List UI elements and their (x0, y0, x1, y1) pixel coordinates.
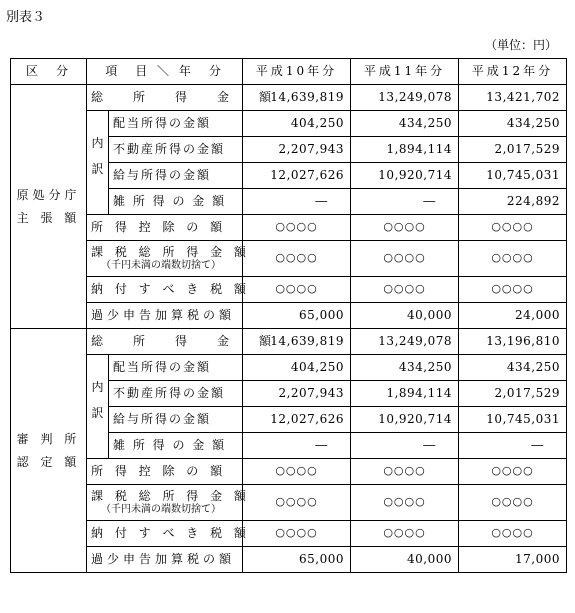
value-cell: ○○○○ (351, 485, 459, 521)
value-cell: 12,027,626 (243, 163, 351, 189)
value-cell: ○○○○ (243, 459, 351, 485)
value-cell: ○○○○ (459, 241, 567, 277)
header-year-h12: 平成12年分 (459, 59, 567, 85)
value-cell: 10,920,714 (351, 163, 459, 189)
row-label (109, 381, 243, 407)
row-label (87, 459, 243, 485)
row-label (87, 485, 250, 521)
row-label (109, 137, 243, 163)
value-cell: ○○○○ (459, 521, 567, 547)
page-label: 別表３ (6, 10, 46, 25)
row-label-text: 不動産所得の金額 (113, 141, 226, 156)
uchiwake-cell (87, 189, 109, 215)
table-row (11, 303, 567, 329)
row-label (87, 277, 250, 303)
table-row (11, 407, 567, 433)
table-row (11, 459, 567, 485)
value-cell: ○○○○ (243, 277, 351, 303)
value-cell: 434,250 (351, 355, 459, 381)
uchiwake-cell (87, 433, 109, 459)
value-cell: 1,894,114 (351, 381, 459, 407)
row-label-text: 課 税 総 所 得 金 額 (91, 489, 250, 504)
uchiwake-cell: 訳 (87, 407, 109, 433)
uchiwake-cell: 内 (87, 137, 109, 163)
value-cell: ○○○○ (459, 215, 567, 241)
value-cell: ○○○○ (351, 215, 459, 241)
row-label-text: 配当所得の金額 (113, 359, 212, 374)
row-label-text: 納 付 す べ き 税 額 (91, 525, 250, 540)
value-cell: ○○○○ (243, 485, 351, 521)
table-row (11, 521, 567, 547)
row-label (87, 215, 243, 241)
row-label-text: 所 得 控 除 の 額 (91, 463, 227, 478)
value-cell: 2,207,943 (243, 381, 351, 407)
value-cell: 24,000 (459, 303, 567, 329)
value-cell: ○○○○ (351, 459, 459, 485)
value-cell: ○○○○ (459, 459, 567, 485)
row-label-text: 雑 所 得 の 金 額 (113, 193, 227, 208)
value-cell: ― (459, 433, 567, 459)
row-label (109, 407, 243, 433)
value-cell: 2,207,943 (243, 137, 351, 163)
value-cell: 1,894,114 (351, 137, 459, 163)
value-cell: ○○○○ (459, 485, 567, 521)
row-label-text: 総 所 得 金 額 (91, 333, 281, 348)
table-row (11, 215, 567, 241)
row-label (109, 111, 243, 137)
row-label (109, 355, 243, 381)
row-label (109, 163, 243, 189)
uchiwake-cell (87, 111, 109, 137)
row-label-text: 配当所得の金額 (113, 115, 212, 130)
row-label (87, 329, 281, 355)
table-row (11, 485, 567, 521)
row-label-text: 所 得 控 除 の 額 (91, 219, 227, 234)
value-cell: ― (243, 189, 351, 215)
header-kubun: 区 分 (11, 59, 87, 85)
value-cell: 65,000 (243, 547, 351, 573)
value-cell: ― (243, 433, 351, 459)
header-row (11, 59, 567, 85)
value-cell: 13,249,078 (351, 85, 459, 111)
header-year-h10: 平成10年分 (243, 59, 351, 85)
table-row (11, 277, 567, 303)
table-row (11, 189, 567, 215)
value-cell: 10,745,031 (459, 407, 567, 433)
value-cell: ○○○○ (243, 521, 351, 547)
value-cell: 404,250 (243, 111, 351, 137)
table-row (11, 111, 567, 137)
value-cell: 17,000 (459, 547, 567, 573)
row-label-text: 過少申告加算税の額 (91, 551, 236, 566)
value-cell: 14,639,819 (243, 85, 351, 111)
value-cell: ― (351, 433, 459, 459)
table-row (11, 433, 567, 459)
row-label-text: 給与所得の金額 (113, 411, 212, 426)
value-cell: 65,000 (243, 303, 351, 329)
row-label-text: 総 所 得 金 額 (91, 89, 281, 104)
row-label (87, 303, 243, 329)
group-label-line: 主 張 額 (16, 210, 81, 225)
table-row (11, 381, 567, 407)
row-label-note: （千円未満の端数切捨て） (101, 503, 221, 515)
value-cell: ― (351, 189, 459, 215)
row-label (87, 85, 281, 111)
row-label (109, 433, 243, 459)
table-row (11, 137, 567, 163)
row-label-text: 不動産所得の金額 (113, 385, 226, 400)
value-cell: 10,745,031 (459, 163, 567, 189)
tax-amount-table (10, 58, 567, 573)
value-cell: 224,892 (459, 189, 567, 215)
value-cell: ○○○○ (243, 215, 351, 241)
value-cell: 10,920,714 (351, 407, 459, 433)
row-label (87, 521, 250, 547)
row-label-note: （千円未満の端数切捨て） (101, 259, 221, 271)
table-row (11, 163, 567, 189)
group-label-line: 認 定 額 (16, 454, 81, 469)
table-row (11, 355, 567, 381)
row-label-text: 過少申告加算税の額 (91, 307, 236, 322)
value-cell: 13,421,702 (459, 85, 567, 111)
uchiwake-cell (87, 355, 109, 381)
group-label (11, 85, 87, 329)
value-cell: 13,249,078 (351, 329, 459, 355)
value-cell: 434,250 (351, 111, 459, 137)
value-cell: 13,196,810 (459, 329, 567, 355)
row-label (87, 547, 243, 573)
uchiwake-cell: 内 (87, 381, 109, 407)
value-cell: 12,027,626 (243, 407, 351, 433)
value-cell: 434,250 (459, 355, 567, 381)
value-cell: 404,250 (243, 355, 351, 381)
value-cell: 14,639,819 (243, 329, 351, 355)
unit-label: （単位：円） (484, 38, 557, 52)
value-cell: 2,017,529 (459, 137, 567, 163)
table-body (11, 85, 567, 573)
row-label-text: 納 付 す べ き 税 額 (91, 281, 250, 296)
uchiwake-cell: 訳 (87, 163, 109, 189)
table-row (11, 85, 567, 111)
row-label-text: 雑 所 得 の 金 額 (113, 437, 227, 452)
value-cell: ○○○○ (243, 241, 351, 277)
group-label (11, 329, 87, 573)
group-label-line: 審 判 所 (16, 431, 81, 446)
row-label-text: 給与所得の金額 (113, 167, 212, 182)
value-cell: ○○○○ (351, 241, 459, 277)
table-row (11, 329, 567, 355)
table-row (11, 241, 567, 277)
row-label (109, 189, 243, 215)
row-label-text: 課 税 総 所 得 金 額 (91, 245, 250, 260)
table-row (11, 547, 567, 573)
header-koumoku: 項 目 ＼ 年 分 (87, 59, 243, 85)
value-cell: ○○○○ (351, 521, 459, 547)
value-cell: 40,000 (351, 547, 459, 573)
value-cell: 40,000 (351, 303, 459, 329)
row-label (87, 241, 250, 277)
value-cell: 434,250 (459, 111, 567, 137)
value-cell: ○○○○ (459, 277, 567, 303)
group-label-line: 原処分庁 (16, 187, 81, 202)
value-cell: 2,017,529 (459, 381, 567, 407)
value-cell: ○○○○ (351, 277, 459, 303)
header-year-h11: 平成11年分 (351, 59, 459, 85)
